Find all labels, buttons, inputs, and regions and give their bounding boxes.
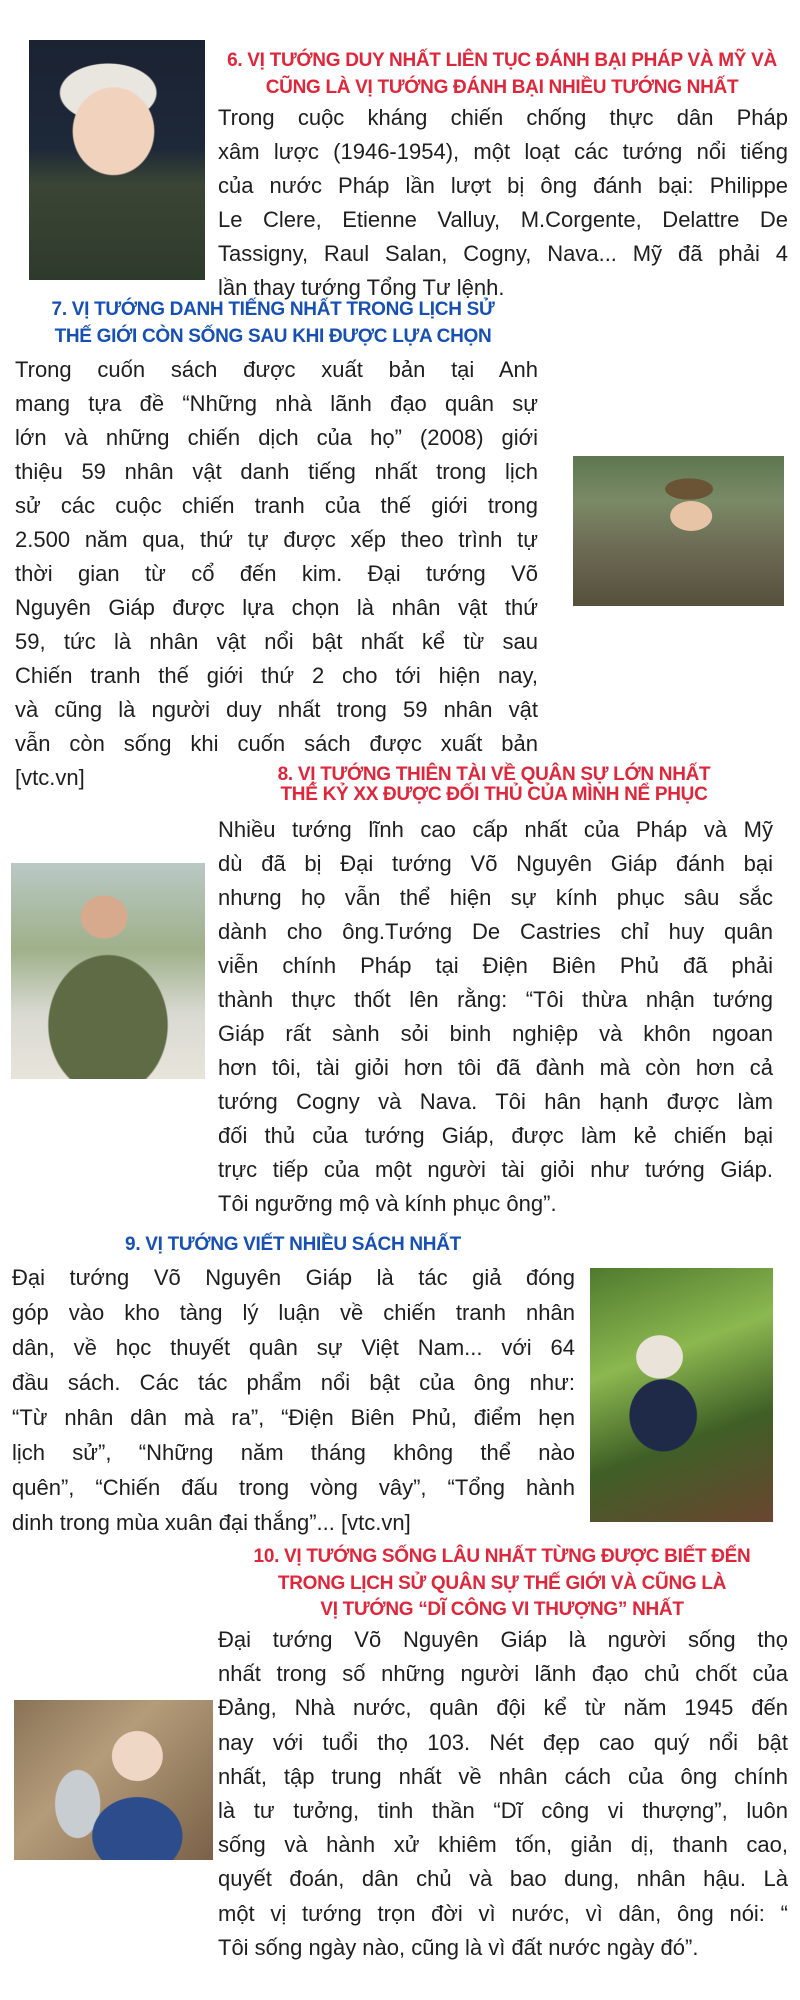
text-line: Nguyên Giáp được lựa chọn là nhân vật thứ bbox=[15, 595, 538, 620]
heading-line: THẾ KỶ XX ĐƯỢC ĐỐI THỦ CỦA MÌNH NỂ PHỤC bbox=[280, 784, 708, 805]
text-line: Chiến tranh thế giới thứ 2 cho tới hiện nay, bbox=[15, 663, 538, 688]
text-line: vẫn còn sống khi cuốn sách được xuất bản bbox=[15, 731, 538, 756]
text-line: sử các cuộc chiến tranh của thế giới trong bbox=[15, 493, 538, 518]
text-line: góp vào kho tàng lý luận về chiến tranh nhân bbox=[12, 1300, 575, 1325]
text-line: mang tựa đề “Những nhà lãnh đạo quân sự bbox=[15, 391, 538, 416]
text-line: của nước Pháp lần lượt bị ông đánh bại: Philippe bbox=[218, 173, 788, 198]
text-line: 2.500 năm qua, thứ tự được xếp theo trình tự bbox=[15, 527, 538, 552]
text-line: 59, tức là nhân vật nổi bật nhất kể từ sau bbox=[15, 629, 538, 654]
text-line: Trong cuộc kháng chiến chống thực dân Pháp bbox=[218, 105, 788, 130]
text-line: Nhiều tướng lĩnh cao cấp nhất của Pháp và Mỹ bbox=[218, 817, 773, 842]
section-7-heading bbox=[13, 296, 533, 350]
heading-line: 7. VỊ TƯỚNG DANH TIẾNG NHẤT TRONG LỊCH SỬ bbox=[51, 299, 495, 320]
text-line: đầu sách. Các tác phẩm nổi bật của ông như: bbox=[12, 1370, 575, 1395]
text-line: Tôi sống ngày nào, cũng là vì đất nước ngày đó”. bbox=[218, 1934, 699, 1960]
photo-child-kissing-general bbox=[14, 1700, 213, 1860]
section-7-body bbox=[15, 353, 538, 795]
text-line: viễn chính Pháp tại Điện Biên Phủ đã phải bbox=[218, 953, 773, 978]
text-line: nhất, tập trung nhất về nhân cách của ông chính bbox=[218, 1763, 788, 1789]
text-line: dân, về học thuyết quân sự Việt Nam... với 64 bbox=[12, 1335, 575, 1360]
text-line: dinh trong mùa xuân đại thắng”... [vtc.vn] bbox=[12, 1510, 411, 1535]
text-line: [vtc.vn] bbox=[15, 765, 85, 790]
text-line: tướng Cogny và Nava. Tôi hân hạnh được làm bbox=[218, 1089, 773, 1114]
text-line: thiệu 59 nhân vật danh tiếng nhất trong lịch bbox=[15, 459, 538, 484]
section-8-heading bbox=[244, 765, 744, 805]
heading-line: TRONG LỊCH SỬ QUÂN SỰ THẾ GIỚI VÀ CŨNG LÀ bbox=[277, 1572, 727, 1594]
heading-line: THẾ GIỚI CÒN SỐNG SAU KHI ĐƯỢC LỰA CHỌN bbox=[54, 326, 492, 347]
photo-general-gardening bbox=[590, 1268, 773, 1522]
section-8-body bbox=[218, 813, 773, 1221]
text-line: đối thủ của tướng Giáp, được làm kẻ chiến bại bbox=[218, 1123, 773, 1148]
section-10-body bbox=[218, 1623, 788, 1965]
text-line: lần thay tướng Tổng Tư lệnh. bbox=[218, 275, 505, 300]
text-line: Tassigny, Raul Salan, Cogny, Nava... Mỹ đã phải 4 bbox=[218, 241, 788, 266]
heading-line: VỊ TƯỚNG “DĨ CÔNG VI THƯỢNG” NHẤT bbox=[320, 1599, 684, 1620]
heading-line: CŨNG LÀ VỊ TƯỚNG ĐÁNH BẠI NHIỀU TƯỚNG NHẤT bbox=[265, 77, 739, 98]
text-line: Le Clere, Etienne Valluy, M.Corgente, Delattre De bbox=[218, 207, 788, 232]
heading-line: 6. VỊ TƯỚNG DUY NHẤT LIÊN TỤC ĐÁNH BẠI PHÁP VÀ MỸ VÀ bbox=[227, 50, 777, 71]
text-line: trực tiếp của một người tài giỏi như tướng Giáp. bbox=[218, 1157, 773, 1182]
text-line: nay với tuổi thọ 103. Nét đẹp cao quý nổi bật bbox=[218, 1729, 788, 1755]
text-line: Đảng, Nhà nước, quân đội kể từ năm 1945 đến bbox=[218, 1695, 788, 1721]
section-9-heading bbox=[93, 1231, 493, 1258]
text-line: hơn tôi, tài giỏi hơn tôi đã đành mà còn hơn cả bbox=[218, 1055, 773, 1080]
text-line: Giáp rất sành sỏi binh nghiệp và khôn ngoan bbox=[218, 1021, 773, 1046]
text-line: Đại tướng Võ Nguyên Giáp là tác giả đóng bbox=[12, 1265, 575, 1290]
text-line: dù đã bị Đại tướng Võ Nguyên Giáp đánh bại bbox=[218, 851, 773, 876]
text-line: một vị tướng trọn đời vì nước, vì dân, ông nói: “ bbox=[218, 1900, 788, 1926]
text-line: thời gian từ cổ đến kim. Đại tướng Võ bbox=[15, 561, 538, 586]
text-line: sống và hành xử khiêm tốn, giản dị, thanh cao, bbox=[218, 1832, 788, 1858]
section-10-heading bbox=[222, 1544, 782, 1624]
text-line: thành thực thốt lên rằng: “Tôi thừa nhận tướng bbox=[218, 987, 773, 1012]
text-line: lớn và những chiến dịch của họ” (2008) giới bbox=[15, 425, 538, 450]
text-line: xâm lược (1946-1954), một loạt các tướng nổi tiếng bbox=[218, 139, 788, 164]
heading-line: 10. VỊ TƯỚNG SỐNG LÂU NHẤT TỪNG ĐƯỢC BIẾT ĐẾN bbox=[253, 1546, 751, 1567]
photo-general-with-crowd bbox=[573, 456, 784, 606]
section-9-body bbox=[12, 1260, 575, 1540]
text-line: Tôi ngưỡng mộ và kính phục ông”. bbox=[218, 1191, 557, 1216]
text-line: là tư tưởng, tinh thần “Dĩ công vi thượng”, luôn bbox=[218, 1798, 788, 1824]
text-line: lịch sử”, “Những năm tháng không thể nào bbox=[12, 1440, 575, 1465]
photo-general-green-uniform bbox=[11, 863, 205, 1079]
text-line: nhưng họ vẫn thể hiện sự kính phục sâu sắc bbox=[218, 885, 773, 910]
portrait-photo-general-uniform bbox=[29, 40, 205, 280]
heading-line: 8. VỊ TƯỚNG THIÊN TÀI VỀ QUÂN SỰ LỚN NHẤT bbox=[277, 764, 711, 785]
section-6-heading bbox=[212, 47, 792, 101]
text-line: dành cho ông.Tướng De Castries chỉ huy quân bbox=[218, 919, 773, 944]
text-line: quên”, “Chiến đấu trong vòng vây”, “Tổng hành bbox=[12, 1475, 575, 1500]
heading-line: 9. VỊ TƯỚNG VIẾT NHIỀU SÁCH NHẤT bbox=[125, 1234, 461, 1255]
text-line: nhất trong số những người lãnh đạo chủ chốt của bbox=[218, 1661, 788, 1687]
text-line: quyết đoán, dân chủ và bao dung, nhân hậu. Là bbox=[218, 1866, 788, 1892]
text-line: Trong cuốn sách được xuất bản tại Anh bbox=[15, 357, 538, 382]
text-line: “Từ nhân dân mà ra”, “Điện Biên Phủ, điểm hẹn bbox=[12, 1405, 575, 1430]
text-line: Đại tướng Võ Nguyên Giáp là người sống thọ bbox=[218, 1627, 788, 1652]
text-line: và cũng là người duy nhất trong 59 nhân vật bbox=[15, 697, 538, 722]
section-6-body bbox=[218, 101, 788, 305]
